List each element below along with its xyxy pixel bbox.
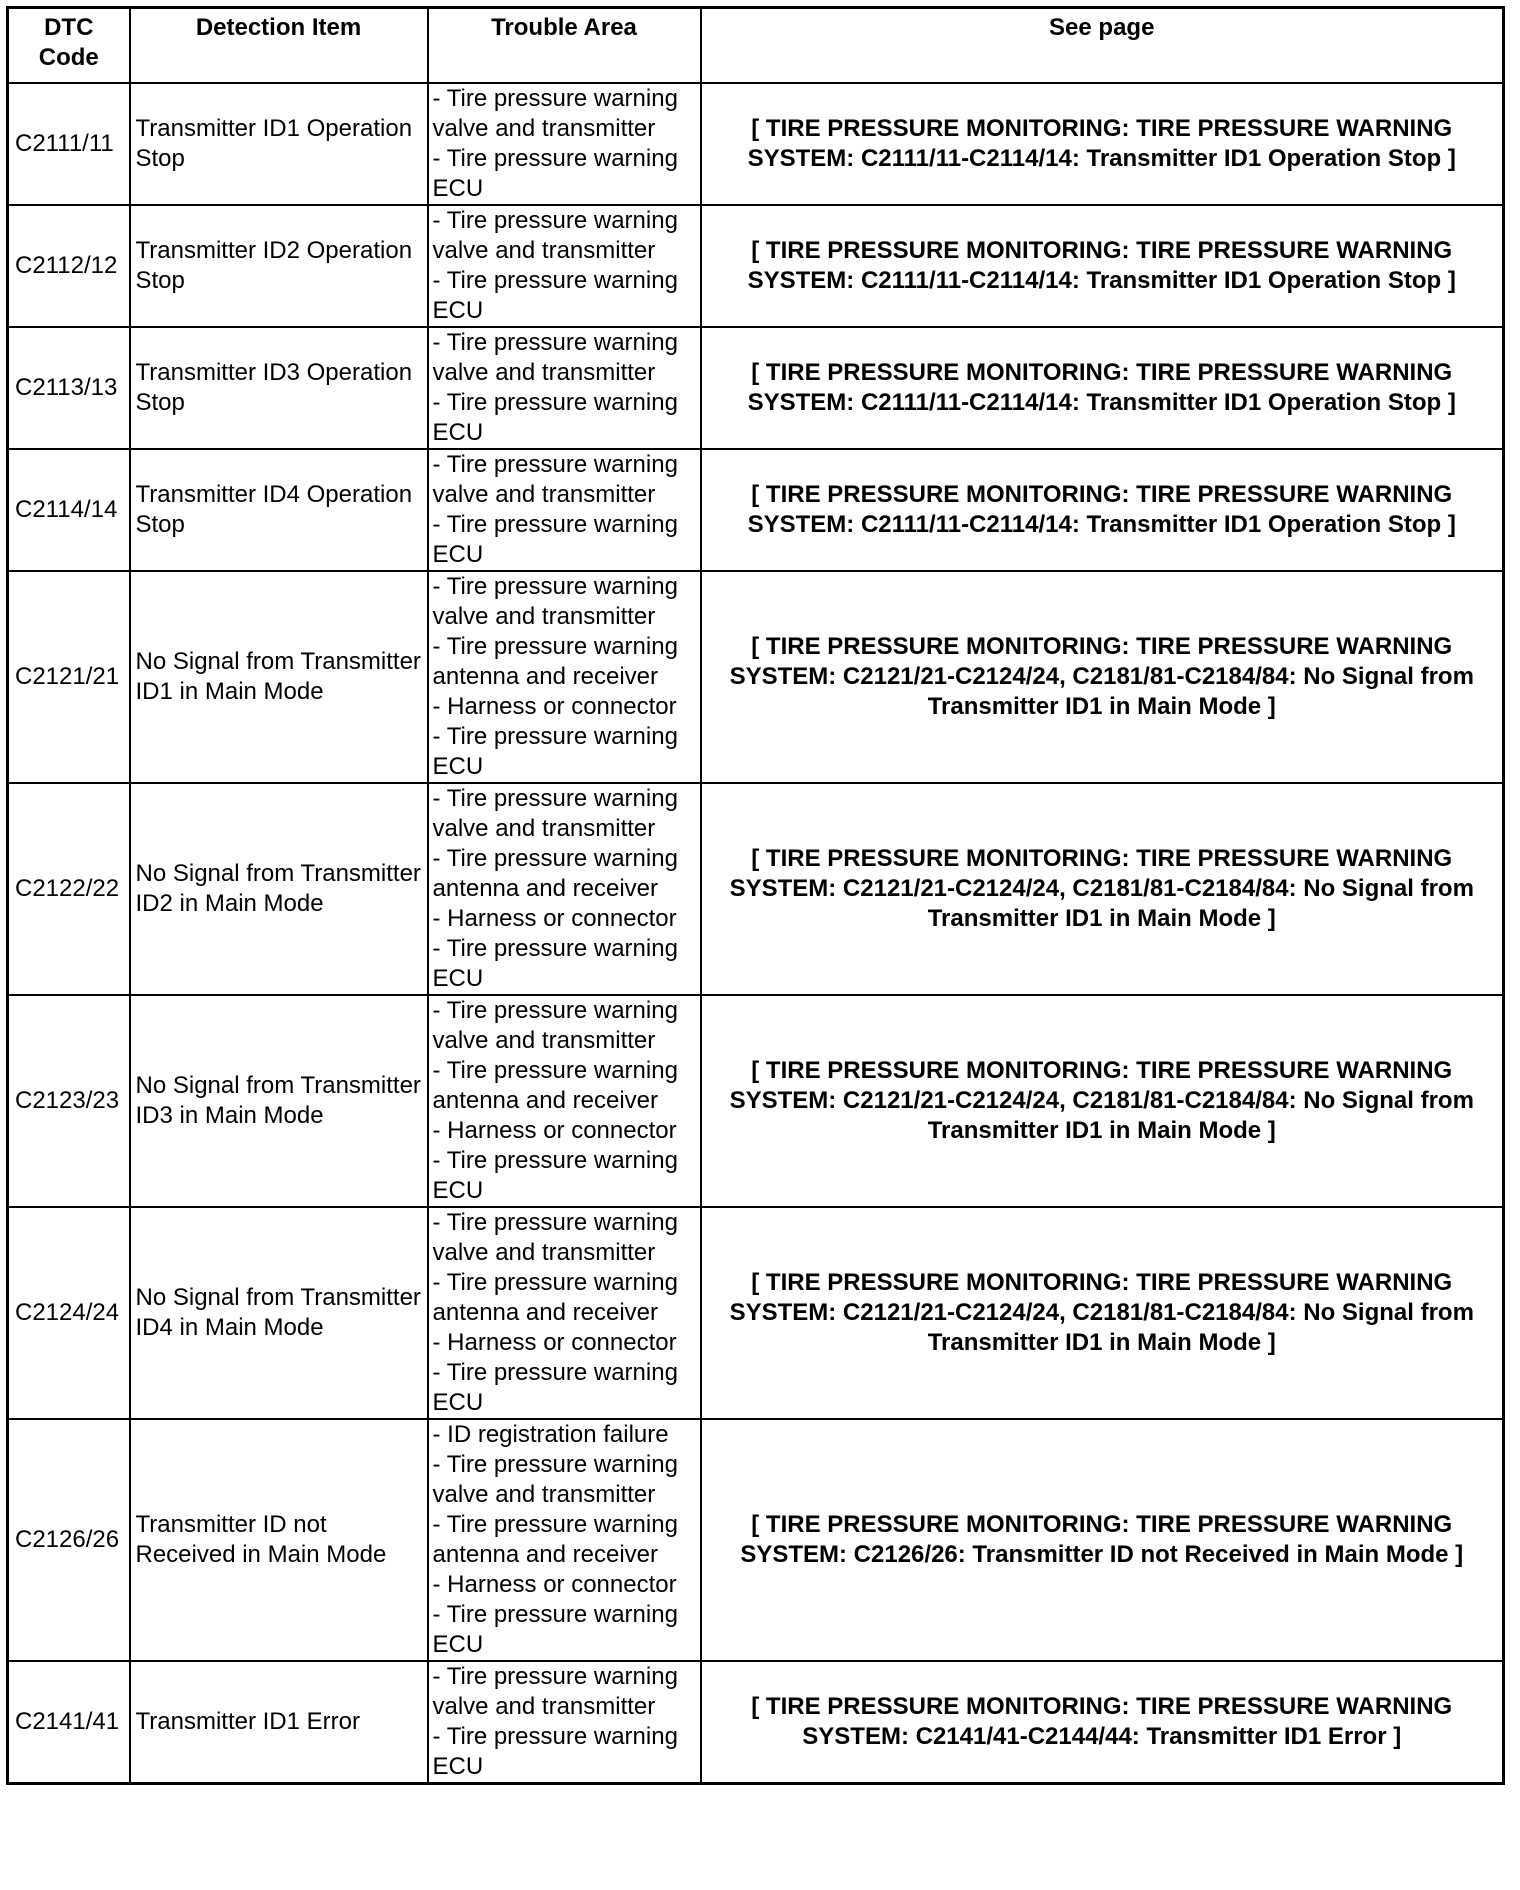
trouble-area-cell <box>428 1419 701 1661</box>
trouble-area-line: - Tire pressure warning <box>432 633 678 660</box>
trouble-area-cell <box>428 1207 701 1419</box>
dtc-code-cell: C2122/22 <box>8 783 130 995</box>
table-row <box>8 1419 1504 1661</box>
trouble-area-line: valve and transmitter <box>432 603 656 630</box>
detection-item-cell: Transmitter ID4 Operation Stop <box>130 449 428 571</box>
trouble-area-line: valve and transmitter <box>432 1027 656 1054</box>
trouble-area-line: - Harness or connector <box>432 693 677 720</box>
trouble-area-line: - Harness or connector <box>432 1117 677 1144</box>
dtc-code-cell: C2121/21 <box>8 571 130 783</box>
see-page-link[interactable]: [ TIRE PRESSURE MONITORING: TIRE PRESSURE WARNING SYSTEM: C2126/26: Transmitter ID not Received in Main Mode ] <box>701 1419 1504 1661</box>
trouble-area-line: - Tire pressure warning <box>432 145 678 172</box>
trouble-area-line: - Tire pressure warning <box>432 1057 678 1084</box>
detection-item-cell: Transmitter ID1 Error <box>130 1661 428 1784</box>
trouble-area-cell <box>428 449 701 571</box>
trouble-area-line: - Tire pressure warning <box>432 511 678 538</box>
dtc-code-cell: C2141/41 <box>8 1661 130 1784</box>
trouble-area-line: - ID registration failure <box>432 1421 669 1448</box>
dtc-code-cell: C2112/12 <box>8 205 130 327</box>
trouble-area-line: antenna and receiver <box>432 663 658 690</box>
table-row <box>8 205 1504 327</box>
trouble-area-line: ECU <box>432 1631 484 1658</box>
trouble-area-line: - Tire pressure warning <box>432 723 678 750</box>
dtc-code-cell: C2111/11 <box>8 83 130 205</box>
trouble-area-cell <box>428 1661 701 1784</box>
dtc-code-cell: C2126/26 <box>8 1419 130 1661</box>
trouble-area-line: - Tire pressure warning <box>432 451 678 478</box>
table-header-row <box>8 8 1504 84</box>
see-page-link[interactable]: [ TIRE PRESSURE MONITORING: TIRE PRESSURE WARNING SYSTEM: C2111/11-C2114/14: Transmitter ID1 Operation Stop ] <box>701 449 1504 571</box>
trouble-area-cell <box>428 571 701 783</box>
trouble-area-line: - Tire pressure warning <box>432 1359 678 1386</box>
trouble-area-cell <box>428 83 701 205</box>
trouble-area-line: ECU <box>432 419 484 446</box>
table-row <box>8 1661 1504 1784</box>
trouble-area-line: - Tire pressure warning <box>432 785 678 812</box>
detection-item-cell: No Signal from Transmitter ID3 in Main Mode <box>130 995 428 1207</box>
header-dtc-code: DTC Code <box>8 8 130 84</box>
header-see-page: See page <box>701 8 1504 84</box>
trouble-area-line: antenna and receiver <box>432 1299 658 1326</box>
see-page-link[interactable]: [ TIRE PRESSURE MONITORING: TIRE PRESSURE WARNING SYSTEM: C2121/21-C2124/24, C2181/81-C2184/84: No Signal from Transmitter ID1 in Main Mode ] <box>701 783 1504 995</box>
detection-item-cell: No Signal from Transmitter ID4 in Main Mode <box>130 1207 428 1419</box>
table-row <box>8 783 1504 995</box>
table-row <box>8 449 1504 571</box>
trouble-area-line: valve and transmitter <box>432 115 656 142</box>
trouble-area-line: - Tire pressure warning <box>432 1723 678 1750</box>
see-page-link[interactable]: [ TIRE PRESSURE MONITORING: TIRE PRESSURE WARNING SYSTEM: C2121/21-C2124/24, C2181/81-C2184/84: No Signal from Transmitter ID1 in Main Mode ] <box>701 1207 1504 1419</box>
trouble-area-line: valve and transmitter <box>432 237 656 264</box>
detection-item-cell: Transmitter ID1 Operation Stop <box>130 83 428 205</box>
see-page-link[interactable]: [ TIRE PRESSURE MONITORING: TIRE PRESSURE WARNING SYSTEM: C2121/21-C2124/24, C2181/81-C2184/84: No Signal from Transmitter ID1 in Main Mode ] <box>701 571 1504 783</box>
trouble-area-line: - Tire pressure warning <box>432 85 678 112</box>
table-row <box>8 1207 1504 1419</box>
trouble-area-line: - Tire pressure warning <box>432 997 678 1024</box>
trouble-area-line: antenna and receiver <box>432 1541 658 1568</box>
dtc-code-cell: C2113/13 <box>8 327 130 449</box>
trouble-area-line: - Tire pressure warning <box>432 845 678 872</box>
see-page-link[interactable]: [ TIRE PRESSURE MONITORING: TIRE PRESSURE WARNING SYSTEM: C2111/11-C2114/14: Transmitter ID1 Operation Stop ] <box>701 327 1504 449</box>
trouble-area-line: - Tire pressure warning <box>432 573 678 600</box>
detection-item-cell: Transmitter ID not Received in Main Mode <box>130 1419 428 1661</box>
trouble-area-line: - Tire pressure warning <box>432 935 678 962</box>
trouble-area-line: valve and transmitter <box>432 1481 656 1508</box>
trouble-area-line: ECU <box>432 1753 484 1780</box>
trouble-area-line: - Tire pressure warning <box>432 389 678 416</box>
trouble-area-line: ECU <box>432 297 484 324</box>
trouble-area-line: - Tire pressure warning <box>432 1663 678 1690</box>
trouble-area-line: ECU <box>432 541 484 568</box>
trouble-area-cell <box>428 205 701 327</box>
see-page-link[interactable]: [ TIRE PRESSURE MONITORING: TIRE PRESSURE WARNING SYSTEM: C2111/11-C2114/14: Transmitter ID1 Operation Stop ] <box>701 205 1504 327</box>
see-page-link[interactable]: [ TIRE PRESSURE MONITORING: TIRE PRESSURE WARNING SYSTEM: C2111/11-C2114/14: Transmitter ID1 Operation Stop ] <box>701 83 1504 205</box>
dtc-code-cell: C2123/23 <box>8 995 130 1207</box>
trouble-area-line: ECU <box>432 753 484 780</box>
trouble-area-line: - Tire pressure warning <box>432 329 678 356</box>
trouble-area-line: ECU <box>432 965 484 992</box>
trouble-area-cell <box>428 327 701 449</box>
trouble-area-cell <box>428 783 701 995</box>
trouble-area-line: - Tire pressure warning <box>432 1209 678 1236</box>
trouble-area-line: - Tire pressure warning <box>432 1269 678 1296</box>
trouble-area-line: valve and transmitter <box>432 1239 656 1266</box>
trouble-area-line: ECU <box>432 1389 484 1416</box>
header-detection-item: Detection Item <box>130 8 428 84</box>
table-body <box>8 83 1504 1784</box>
dtc-code-cell: C2114/14 <box>8 449 130 571</box>
detection-item-cell: No Signal from Transmitter ID1 in Main Mode <box>130 571 428 783</box>
table-row <box>8 571 1504 783</box>
trouble-area-line: - Harness or connector <box>432 1329 677 1356</box>
trouble-area-line: antenna and receiver <box>432 875 658 902</box>
trouble-area-line: - Tire pressure warning <box>432 1147 678 1174</box>
trouble-area-line: ECU <box>432 175 484 202</box>
table-row <box>8 83 1504 205</box>
trouble-area-line: ECU <box>432 1177 484 1204</box>
trouble-area-line: - Tire pressure warning <box>432 1451 678 1478</box>
trouble-area-line: - Tire pressure warning <box>432 267 678 294</box>
detection-item-cell: Transmitter ID3 Operation Stop <box>130 327 428 449</box>
trouble-area-line: valve and transmitter <box>432 1693 656 1720</box>
table-row <box>8 995 1504 1207</box>
trouble-area-line: antenna and receiver <box>432 1087 658 1114</box>
detection-item-cell: Transmitter ID2 Operation Stop <box>130 205 428 327</box>
table-row <box>8 327 1504 449</box>
trouble-area-line: valve and transmitter <box>432 481 656 508</box>
see-page-link[interactable]: [ TIRE PRESSURE MONITORING: TIRE PRESSURE WARNING SYSTEM: C2121/21-C2124/24, C2181/81-C2184/84: No Signal from Transmitter ID1 in Main Mode ] <box>701 995 1504 1207</box>
trouble-area-line: - Harness or connector <box>432 905 677 932</box>
trouble-area-line: - Tire pressure warning <box>432 1601 678 1628</box>
trouble-area-line: - Harness or connector <box>432 1571 677 1598</box>
trouble-area-line: - Tire pressure warning <box>432 207 678 234</box>
dtc-table <box>6 6 1505 1785</box>
header-trouble-area: Trouble Area <box>428 8 701 84</box>
trouble-area-cell <box>428 995 701 1207</box>
trouble-area-line: valve and transmitter <box>432 815 656 842</box>
see-page-link[interactable]: [ TIRE PRESSURE MONITORING: TIRE PRESSURE WARNING SYSTEM: C2141/41-C2144/44: Transmitter ID1 Error ] <box>701 1661 1504 1784</box>
trouble-area-line: - Tire pressure warning <box>432 1511 678 1538</box>
trouble-area-line: valve and transmitter <box>432 359 656 386</box>
detection-item-cell: No Signal from Transmitter ID2 in Main Mode <box>130 783 428 995</box>
dtc-code-cell: C2124/24 <box>8 1207 130 1419</box>
